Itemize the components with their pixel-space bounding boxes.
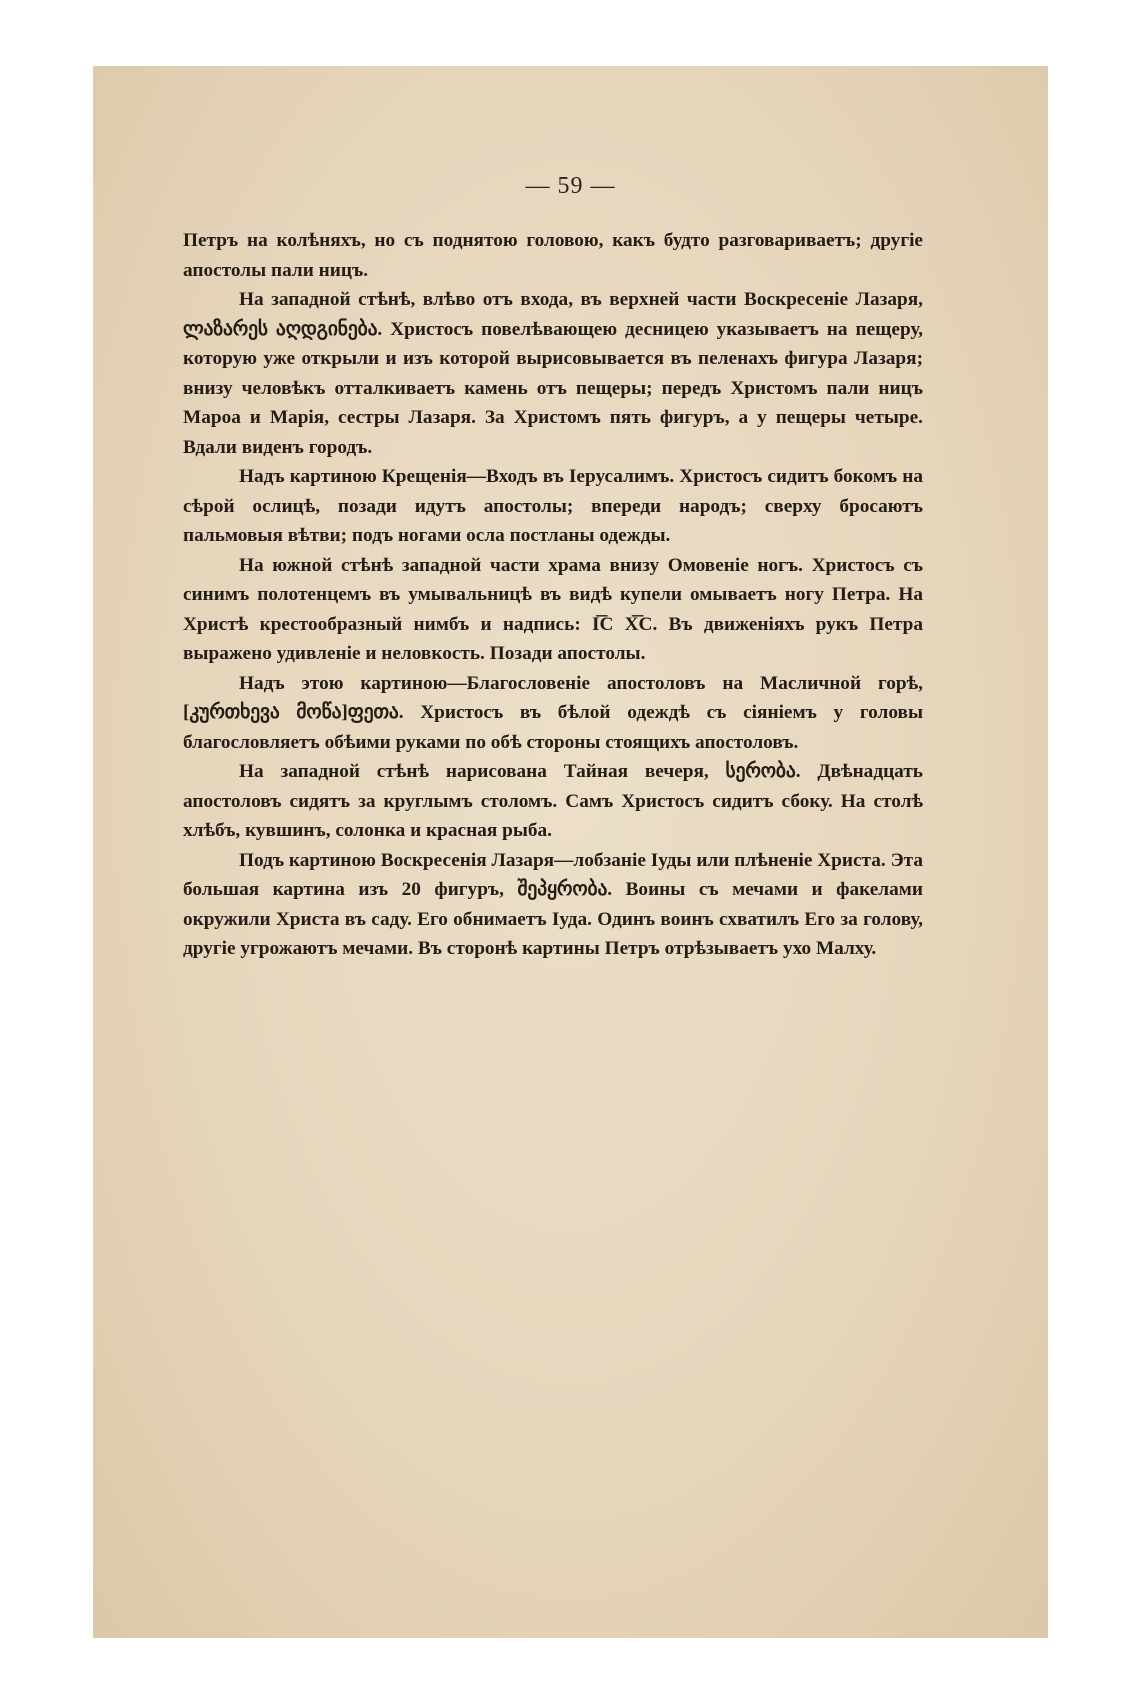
paragraph-5: Надъ этою картиною—Благословеніе апостоловъ на Масличной горѣ, [კურთხევა მოწა]ფეთა. Христосъ въ бѣлой одеждѣ съ сіяніемъ у головы благословляетъ обѣими руками по обѣ стороны стоящихъ апостоловъ. [183, 672, 923, 753]
paragraph-4: На южной стѣнѣ западной части храма внизу Омовеніе ногъ. Христосъ съ синимъ полотенцемъ въ умывальницѣ въ видѣ купели омываетъ ногу Петра. На Христѣ крестообразный нимбъ и надпись: I͞C X͞C. Въ движеніяхъ рукъ Петра выражено удивленіе и неловкость. Позади апостолы. [183, 554, 923, 664]
book-page [93, 66, 1048, 1638]
paragraph-2: На западной стѣнѣ, влѣво отъ входа, въ верхней части Воскресеніе Лазаря, ლაზარეს აღდგინება. Христосъ повелѣвающею десницею указываетъ на пещеру, которую уже открыли и изъ которой вырисовывается въ пеленахъ фигура Лазаря; внизу человѣкъ отталкиваетъ камень отъ пещеры; передъ Христомъ пали ницъ Мароа и Марія, сестры Лазаря. За Христомъ пять фигуръ, а у пещеры четыре. Вдали виденъ городъ. [183, 289, 923, 458]
paragraph-7: Подъ картиною Воскресенія Лазаря—лобзаніе Іуды или плѣненіе Христа. Эта большая картина изъ 20 фигуръ, შეპყრობა. Воины съ мечами и факелами окружили Христа въ саду. Его обнимаетъ Іуда. Одинъ воинъ схватилъ Его за голову, другіе угрожаютъ мечами. Въ сторонѣ картины Петръ отрѣзываетъ ухо Малху. [183, 849, 923, 959]
page-text [183, 226, 923, 964]
paragraph-6: На западной стѣнѣ нарисована Тайная вечеря, სერობა. Двѣнадцать апостоловъ сидятъ за круглымъ столомъ. Самъ Христосъ сидитъ сбоку. На столѣ хлѣбъ, кувшинъ, солонка и красная рыба. [183, 761, 923, 841]
page-number: — 59 — [525, 173, 616, 199]
paragraph-1: Петръ на колѣняхъ, но съ поднятою головою, какъ будто разговариваетъ; другіе апостолы пали ницъ. [183, 230, 923, 281]
paragraph-3: Надъ картиною Крещенія—Входъ въ Іерусалимъ. Христосъ сидитъ бокомъ на сѣрой ослицѣ, позади идутъ апостолы; впереди народъ; сверху бросаютъ пальмовыя вѣтви; подъ ногами осла постланы одежды. [183, 466, 923, 546]
